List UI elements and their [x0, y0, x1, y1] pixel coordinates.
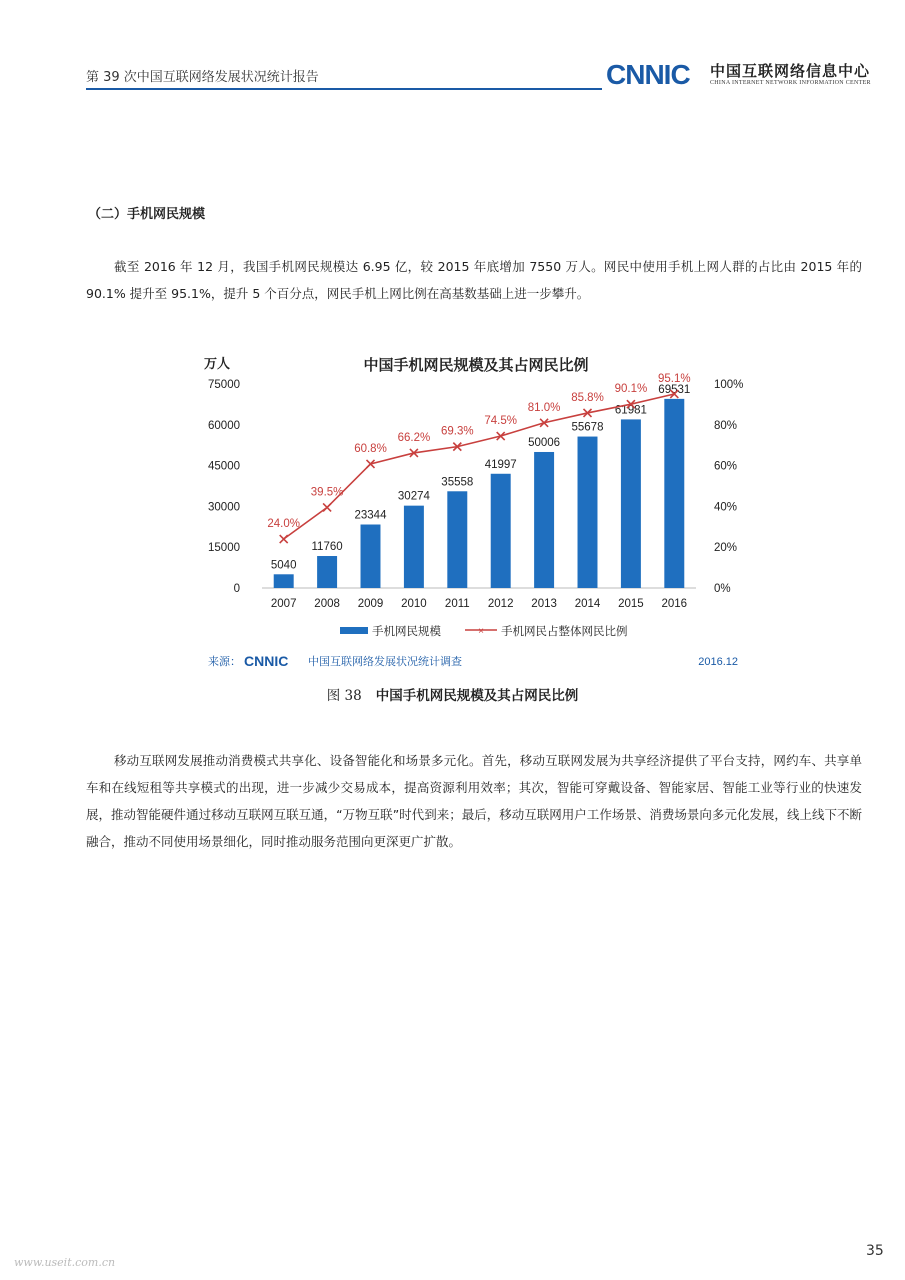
header-rule [86, 88, 602, 90]
section-heading: （二）手机网民规模 [88, 207, 206, 222]
bar-value-label: 50006 [528, 436, 561, 449]
bar-mark [534, 452, 554, 588]
left-axis-unit: 万人 [204, 356, 231, 371]
x-axis-tick-label: 2007 [270, 598, 297, 610]
right-axis-tick-label: 100% [714, 379, 744, 391]
left-axis-tick-label: 15000 [208, 542, 240, 555]
bar-mark [664, 399, 684, 588]
x-axis-tick-label: 2011 [444, 598, 470, 610]
line-value-label: 60.8% [354, 442, 387, 455]
bar-value-label: 23344 [354, 509, 387, 522]
line-value-label: 81.0% [527, 401, 561, 414]
bar-mark [491, 474, 511, 588]
x-axis-tick-label: 2012 [487, 598, 514, 610]
line-value-label: 39.5% [310, 486, 344, 499]
left-axis-tick-label: 45000 [208, 460, 240, 473]
paragraph-mobile-users: 截至 2016 年 12 月，我国手机网民规模达 6.95 亿，较 2015 年底增加 7550 万人。网民中使用手机上网人群的占比由 2015 年的 90.1% 提升至 95.1%，提升 5 个百分点，网民手机上网比例在高基数基础上进一步攀升。 [86, 259, 862, 301]
bar-mark [621, 419, 641, 588]
mobile-users-chart [190, 340, 762, 675]
cnnic-logo-cn: 中国互联网络信息中心 [710, 62, 871, 80]
figure-caption [0, 684, 905, 704]
right-axis-tick-label: 40% [714, 501, 738, 514]
line-point-marker [323, 503, 331, 511]
source-logo: CNNIC [244, 653, 289, 669]
line-value-label: 69.3% [440, 425, 474, 438]
x-axis-tick-label: 2008 [314, 598, 340, 610]
line-value-label: 24.0% [267, 518, 301, 531]
bar-value-label: 55678 [571, 421, 604, 434]
figure-caption-text: 中国手机网民规模及其占网民比例 [375, 688, 579, 704]
chart-legend [340, 624, 628, 638]
bar-value-label: 30274 [397, 490, 430, 503]
bar-mark [447, 491, 467, 588]
right-axis-tick-label: 0% [714, 583, 731, 595]
page-number: 35 [866, 1243, 884, 1259]
left-axis-tick-label: 30000 [208, 501, 240, 514]
right-axis-tick-label: 80% [714, 419, 738, 432]
left-axis-tick-label: 0 [233, 583, 240, 595]
report-header-title: 第 39 次中国互联网络发展状况统计报告 [86, 70, 319, 85]
bar-value-label: 41997 [484, 458, 517, 471]
bar-value-label: 11760 [311, 541, 343, 554]
cnnic-logo-en: CHINA INTERNET NETWORK INFORMATION CENTER [710, 80, 871, 86]
legend-line-marker: × [478, 626, 484, 637]
chart-figure [190, 340, 762, 675]
legend-bar-swatch [340, 627, 368, 634]
legend-line-label: 手机网民占整体网民比例 [501, 626, 628, 638]
bar-mark [274, 574, 294, 588]
x-axis-tick-label: 2009 [357, 598, 384, 610]
cnnic-logo-mark: CNNIC [606, 59, 690, 90]
paragraph-mobile-internet: 移动互联网发展推动消费模式共享化、设备智能化和场景多元化。首先，移动互联网发展为共享经济提供了平台支持，网约车、共享单车和在线短租等共享模式的出现，进一步减少交易成本，提高资源利用效率；其次，智能可穿戴设备、智能家居、智能工业等行业的快速发展，推动智能硬件通过移动互联网互联互通，“万物互联”时代到来；最后，移动互联网用户工作场景、消费场景向多元化发展，线上线下不断融合，推动不同使用场景细化，同时推动服务范围向更深更广扩散。 [86, 753, 862, 849]
bar-mark [361, 525, 381, 588]
source-date: 2016.12 [698, 656, 738, 668]
right-axis-tick-label: 20% [714, 542, 738, 555]
line-value-label: 90.1% [614, 383, 648, 396]
legend-bar-label: 手机网民规模 [372, 626, 441, 638]
line-value-label: 95.1% [657, 372, 691, 385]
x-axis-tick-label: 2016 [661, 598, 688, 610]
bar-mark [404, 506, 424, 588]
cnnic-logo [606, 58, 876, 92]
x-axis-tick-label: 2013 [531, 598, 557, 610]
line-value-label: 85.8% [571, 391, 604, 404]
x-axis-tick-label: 2015 [618, 598, 644, 610]
left-axis-tick-label: 75000 [208, 379, 240, 391]
left-axis-tick-label: 60000 [208, 419, 240, 432]
chart-title: 中国手机网民规模及其占网民比例 [363, 357, 589, 374]
bar-value-label: 35558 [441, 476, 474, 489]
chart-source [208, 653, 738, 669]
line-value-label: 66.2% [397, 431, 431, 444]
figure-label: 图 38 [326, 688, 362, 704]
bar-mark [578, 437, 598, 588]
line-point-marker [280, 535, 288, 543]
site-watermark: www.useit.com.cn [14, 1256, 116, 1269]
bar-value-label: 69531 [658, 383, 691, 396]
source-text: 中国互联网络发展状况统计调查 [308, 656, 462, 668]
bar-value-label: 61981 [614, 404, 647, 417]
right-axis-tick-label: 60% [714, 460, 738, 473]
source-prefix: 来源： [208, 656, 241, 668]
bar-value-label: 5040 [270, 559, 297, 572]
bar-mark [317, 556, 337, 588]
x-axis-tick-label: 2010 [401, 598, 427, 610]
line-value-label: 74.5% [484, 415, 518, 428]
x-axis-tick-label: 2014 [574, 598, 601, 610]
